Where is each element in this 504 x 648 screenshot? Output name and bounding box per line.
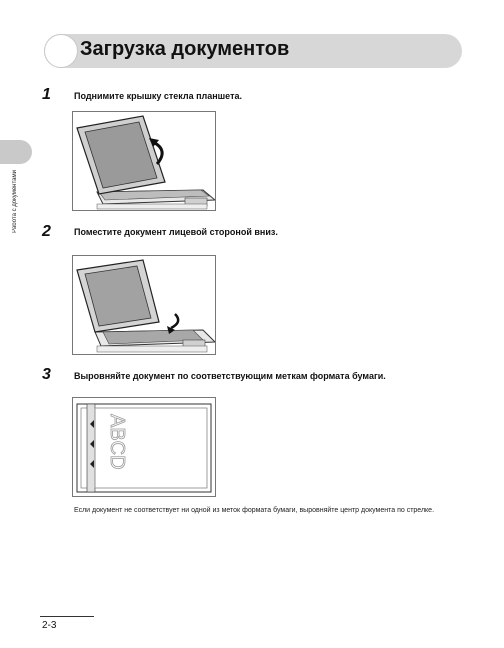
page-title: Загрузка документов — [80, 38, 290, 60]
figure-lift-cover — [72, 111, 216, 211]
figure-place-document — [72, 255, 216, 355]
step-2-text: Поместите документ лицевой стороной вниз. — [74, 227, 278, 237]
step-3-text: Выровняйте документ по соответствующим меткам формата бумаги. — [74, 371, 386, 381]
title-bullet-circle — [44, 34, 78, 68]
scanner-place-illustration — [73, 256, 215, 354]
scanner-open-illustration — [73, 112, 215, 210]
glass-alignment-illustration — [73, 398, 215, 496]
step-3-number: 3 — [42, 366, 51, 383]
note-text: Если документ не соответствует ни одной из меток формата бумаги, выровняйте центр документа по стрелке. — [74, 507, 435, 514]
figure-align-document — [72, 397, 216, 497]
document-letters: ABCD — [106, 414, 128, 470]
step-1-text: Поднимите крышку стекла планшета. — [74, 91, 242, 101]
footer-rule — [40, 616, 94, 617]
step-1-number: 1 — [42, 86, 51, 103]
section-tab-marker — [0, 140, 32, 164]
section-tab-label-container — [12, 170, 22, 260]
page-number: 2-3 — [42, 620, 57, 631]
step-2-number: 2 — [42, 223, 51, 240]
section-tab-label: Работа с документами — [12, 170, 18, 233]
